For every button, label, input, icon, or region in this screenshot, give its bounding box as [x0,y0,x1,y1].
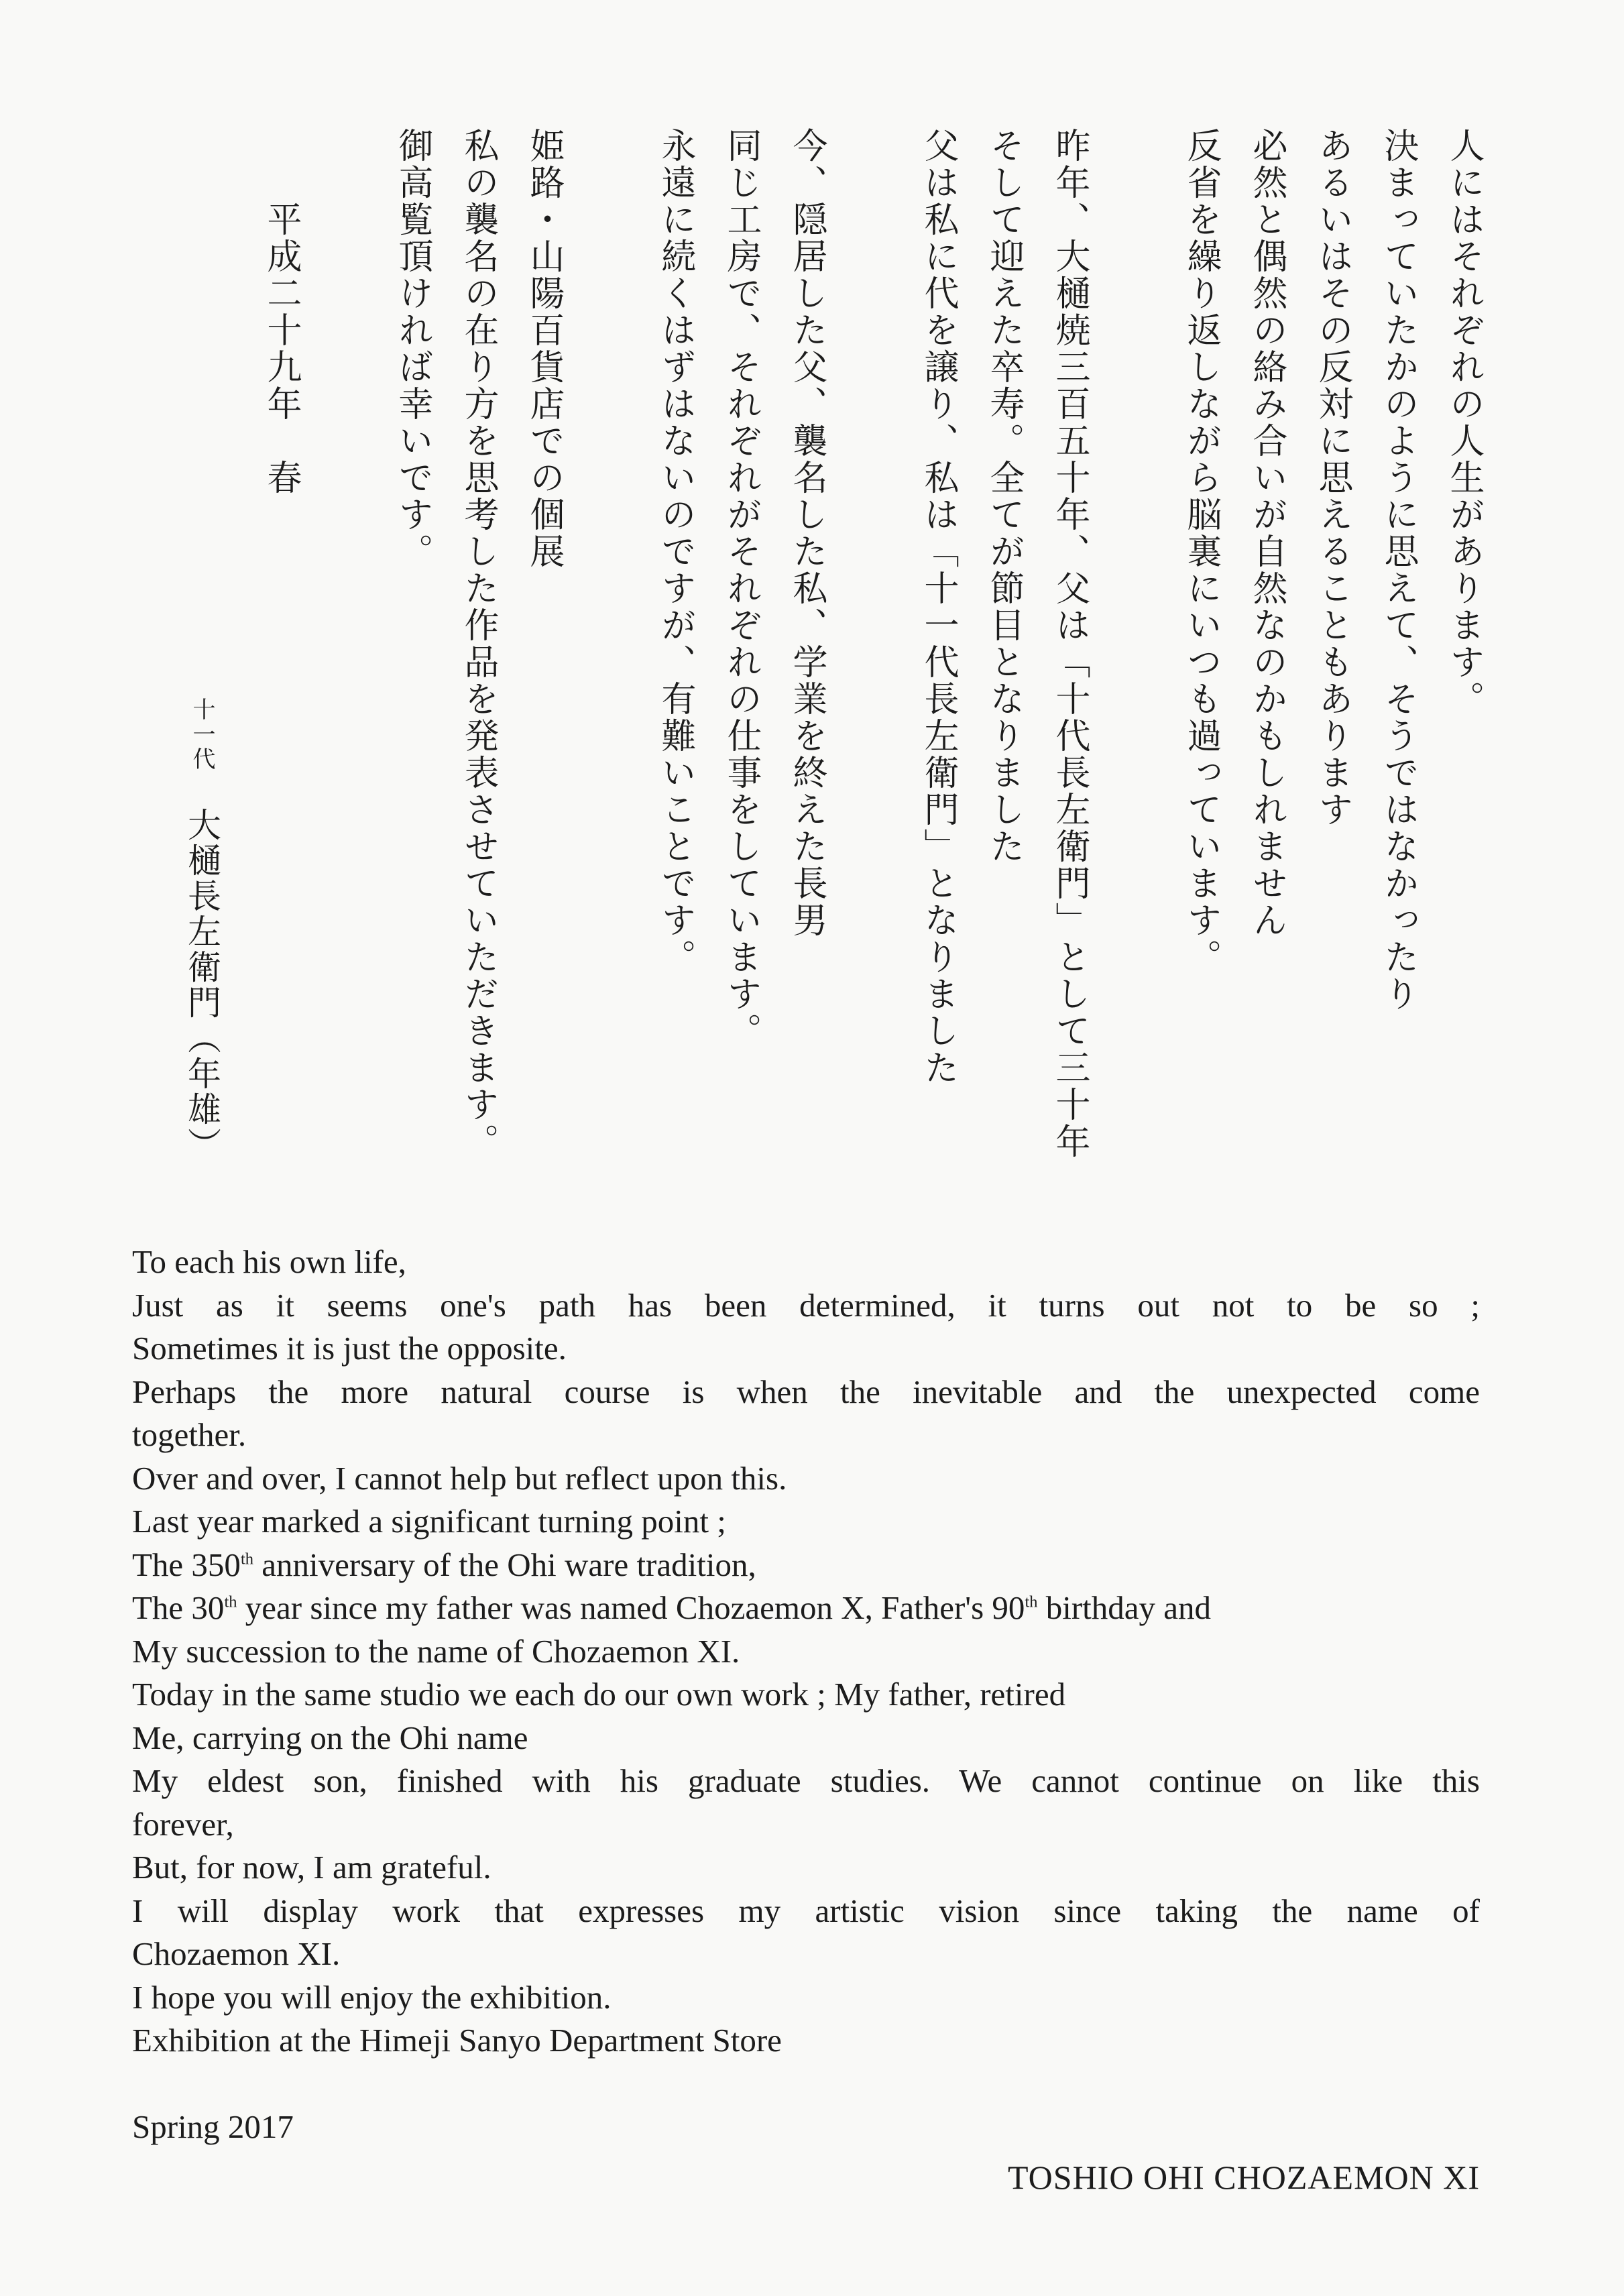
en-line: Exhibition at the Himeji Sanyo Department Store [132,2022,782,2059]
en-text: anniversary of the Ohi ware tradition, [253,1546,756,1583]
en-line: forever, [132,1805,234,1843]
en-text: year since my father was named Chozaemon X, Father's 90 [237,1589,1025,1626]
spacer [132,2063,1480,2106]
jp-line: 昨年、大樋焼三百五十年、父は「十代長左衛門」として三十年 [1049,127,1090,1160]
japanese-text-block [169,127,1497,1227]
en-line: Perhaps the more natural course is when the inevitable and the unexpected come [132,1373,1480,1410]
en-line: Just as it seems one's path has been determined, it turns out not to be so ; [132,1286,1480,1324]
en-signature: TOSHIO OHI CHOZAEMON XI [1008,2159,1480,2196]
en-line: But, for now, I am grateful. [132,1849,491,1886]
en-line: Last year marked a significant turning point ; [132,1503,726,1540]
en-line: I will display work that expresses my artistic vision since taking the name of [132,1892,1480,1929]
en-line [132,1544,1480,1587]
jp-line: 御高覧頂ければ幸いです。 [392,127,432,570]
jp-line: 同じ工房で、それぞれがそれぞれの仕事をしています。 [721,127,761,1049]
jp-line: 反省を繰り返しながら脳裏にいつも過っています。 [1181,127,1221,976]
jp-signature-name: 大樋長左衛門（年雄） [182,807,221,1163]
en-line: My succession to the name of Chozaemon XI. [132,1632,740,1670]
ordinal-suffix: th [240,1550,253,1568]
en-line [132,1587,1480,1630]
en-line: To each his own life, [132,1243,406,1280]
jp-line: そして迎えた卒寿。全てが節目となりました [984,127,1024,865]
jp-line: 必然と偶然の絡み合いが自然なのかもしれません [1246,127,1287,939]
en-line: I hope you will enjoy the exhibition. [132,1978,612,2016]
en-line: Over and over, I cannot help but reflect upon this. [132,1459,787,1497]
jp-line: 姫路・山陽百貨店での個展 [524,127,564,570]
jp-date: 平成二十九年 春 [261,201,301,496]
en-line: My eldest son, finished with his graduate studies. We cannot continue on like this [132,1762,1480,1799]
en-date: Spring 2017 [132,2108,294,2145]
jp-line: 私の襲名の在り方を思考した作品を発表させていただきます。 [458,127,498,1160]
jp-signature [169,127,235,1227]
jp-line: 決まっていたかのように思えて、そうではなかったり [1378,127,1418,1013]
en-text: The 350 [132,1546,241,1583]
jp-line: 人にはそれぞれの人生があります。 [1444,127,1484,718]
ordinal-suffix: th [1025,1593,1038,1611]
jp-line: 父は私に代を譲り、私は「十一代長左衛門」となりました [918,127,958,1086]
en-text: The 30 [132,1589,225,1626]
en-text: birthday and [1037,1589,1212,1626]
en-line: Sometimes it is just the opposite. [132,1330,567,1367]
jp-line: あるいはその反対に思えることもあります [1312,127,1352,828]
ordinal-suffix: th [224,1593,237,1611]
jp-line: 今、隠居した父、襲名した私、学業を終えた長男 [787,127,827,939]
en-line: Chozaemon XI. [132,1935,341,1972]
jp-line: 永遠に続くはずはないのですが、有難いことです。 [655,127,695,976]
jp-signature-prefix: 十一代 [188,697,215,772]
en-line: together. [132,1416,247,1453]
en-line: Me, carrying on the Ohi name [132,1719,528,1756]
english-text-block [132,1241,1480,2149]
en-line: Today in the same studio we each do our own work ; My father, retired [132,1676,1066,1713]
